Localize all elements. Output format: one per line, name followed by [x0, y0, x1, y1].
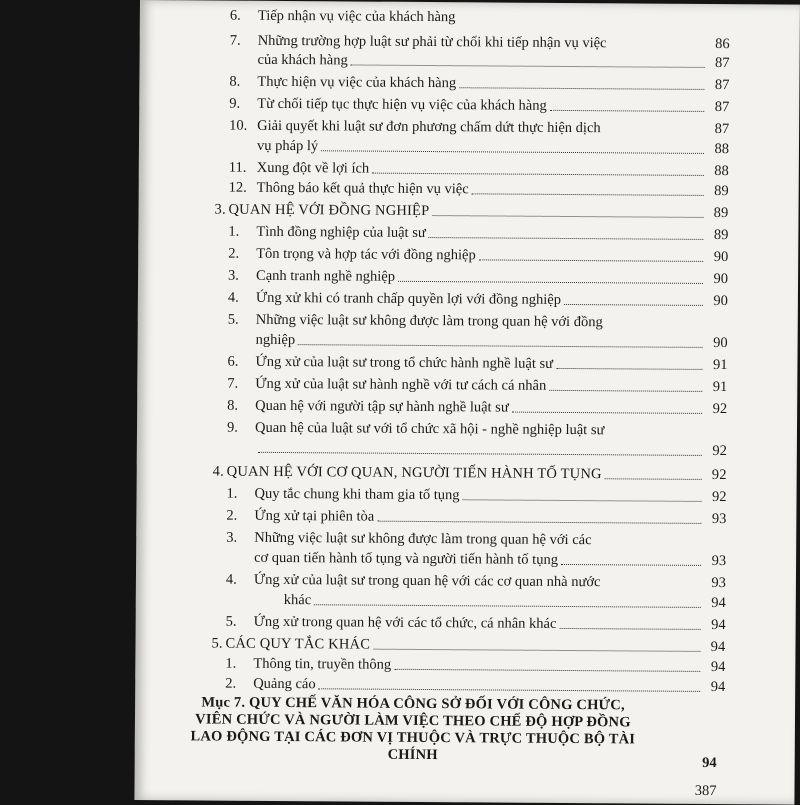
toc-row: 11. Xung đột về lợi ích 88 — [228, 159, 729, 180]
toc-row: cơ quan tiến hành tố tụng và người tiến hành tố tụng 93 — [254, 549, 727, 570]
toc-row: 5. Những việc luật sư không được làm trong quan hệ với đồng — [227, 311, 603, 331]
toc-row: 8. Thực hiện vụ việc của khách hàng 87 — [229, 73, 730, 94]
toc-row: 1. Thông tin, truyền thông 94 — [225, 655, 726, 676]
toc-row: 12. Thông báo kết quả thực hiện vụ việc 89 — [228, 179, 729, 200]
chapter-heading: Mục 7. QUY CHẾ VĂN HÓA CÔNG SỞ ĐỐI VỚI CÔNG CHỨC, VIÊN CHỨC VÀ NGƯỜI LÀM VIỆC THEO CHẾ ĐỘ HỢP ĐỒNG LAO ĐỘNG TẠI CÁC ĐƠN VỊ THUỘC VÀ TRỰC THUỘC BỘ TÀI CHÍNH — [190, 694, 636, 764]
toc-row: 9. Từ chối tiếp tục thực hiện vụ việc của khách hàng 87 — [229, 95, 730, 116]
toc-row: nghiệp 90 — [255, 331, 728, 352]
toc-section-heading: 3. QUAN HỆ VỚI ĐỒNG NGHIỆP 89 — [214, 201, 729, 222]
toc-row: 6. Ứng xử của luật sư trong tổ chức hành nghề luật sư 91 — [227, 353, 728, 374]
toc-row: 92 — [227, 439, 727, 460]
toc-section-heading: 5. CÁC QUY TẮC KHÁC 94 — [211, 635, 726, 656]
toc-row: 1. Tình đồng nghiệp của luật sư 89 — [228, 223, 729, 244]
toc-row: 9. Quan hệ của luật sư với tổ chức xã hội - nghề nghiệp luật sư — [226, 419, 605, 439]
chapter-heading-page: 94 — [702, 754, 717, 772]
toc-row: 7. Những trường hợp luật sư phải từ chối khi tiếp nhận vụ việc 86 — [229, 32, 730, 53]
toc-row: 2. Ứng xử tại phiên tòa 93 — [226, 507, 727, 528]
table-of-contents — [134, 0, 800, 805]
toc-row: khác 94 — [283, 592, 726, 612]
toc-row: vụ pháp lý 88 — [256, 137, 730, 158]
toc-row: 1. Quy tắc chung khi tham gia tố tụng 92 — [226, 485, 727, 506]
toc-row: 3. Những việc luật sư không được làm trong quan hệ với các — [226, 529, 592, 549]
toc-row: 4. Ứng xử khi có tranh chấp quyền lợi với đồng nghiệp 90 — [227, 289, 728, 310]
toc-row: 7. Ứng xử của luật sư hành nghề với tư cách cá nhân 91 — [227, 375, 728, 396]
toc-section-heading: 4. QUAN HỆ VỚI CƠ QUAN, NGƯỜI TIẾN HÀNH TỐ TỤNG 92 — [212, 463, 727, 484]
toc-row: 2. Quảng cáo 94 — [225, 675, 726, 696]
book-page — [134, 0, 800, 805]
toc-row: 10. Giải quyết khi luật sư đơn phương chấm dứt thực hiện dịch 87 — [229, 117, 730, 138]
toc-row: 5. Ứng xử trong quan hệ với các tổ chức, cá nhân khác 94 — [225, 613, 726, 634]
toc-row: 4. Ứng xử của luật sư trong quan hệ với các cơ quan nhà nước 93 — [225, 571, 726, 592]
toc-row: của khách hàng 87 — [257, 51, 730, 72]
toc-row: 3. Cạnh tranh nghề nghiệp 90 — [228, 267, 729, 288]
toc-row: 6. Tiếp nhận vụ việc của khách hàng — [229, 7, 456, 26]
toc-row: 8. Quan hệ với người tập sự hành nghề luật sư 92 — [227, 397, 728, 418]
page-number: 387 — [694, 782, 717, 800]
toc-row: 2. Tôn trọng và hợp tác với đồng nghiệp 90 — [228, 245, 729, 266]
